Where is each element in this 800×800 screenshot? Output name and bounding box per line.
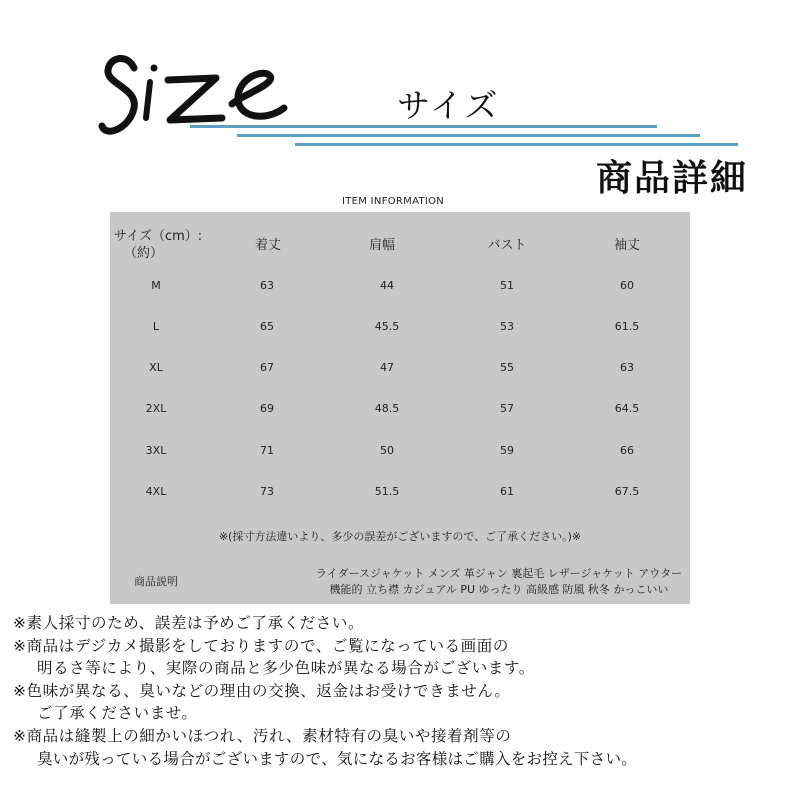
footnote-line: 臭いが残っている場合がございますので、気になるお客様はご購入をお控え下さい。: [37, 749, 638, 768]
column-header: 袖丈: [613, 238, 641, 253]
footnotes: [13, 612, 793, 770]
size-column-header: [114, 228, 202, 262]
table-cell: 66: [620, 444, 634, 457]
product-description: ライダースジャケット メンズ 革ジャン 裏起毛 レザージャケット アウター 機能的 立ち襟 カジュアル PU ゆったり 高級感 防風 秋冬 かっこいい: [315, 567, 683, 596]
size-logo-script: [98, 38, 298, 148]
table-cell: 64.5: [614, 402, 640, 415]
table-cell: 47: [380, 361, 394, 374]
table-cell: 65: [260, 320, 274, 333]
table-cell: 67: [260, 361, 274, 374]
table-cell: 73: [260, 485, 274, 498]
table-cell: 55: [500, 361, 514, 374]
description-label: 商品説明: [134, 575, 178, 588]
accent-line-3: [295, 143, 738, 146]
table-cell: 60: [620, 279, 634, 292]
footnote-line: ※商品はデジカメ撮影をしておりますので、ご覧になっている画面の: [13, 636, 509, 655]
table-cell: 45.5: [374, 320, 400, 333]
product-details-title: 商品詳細: [596, 158, 749, 199]
table-cell: 59: [500, 444, 514, 457]
size-label: 3XL: [145, 444, 167, 457]
column-header: 着丈: [254, 238, 282, 253]
size-label: XL: [149, 361, 163, 374]
table-cell: 51.5: [374, 485, 400, 498]
footnote-line: ※商品は縫製上の細かいほつれ、汚れ、素材特有の臭いや接着剤等の: [13, 726, 512, 745]
size-label: M: [151, 279, 161, 292]
footnote-line: ご了承くださいませ。: [37, 704, 198, 723]
table-cell: 50: [380, 444, 394, 457]
size-label: 2XL: [145, 402, 167, 415]
table-cell: 51: [500, 279, 514, 292]
size-table: [110, 212, 690, 604]
table-cell: 53: [500, 320, 514, 333]
table-cell: 67.5: [614, 485, 640, 498]
measurement-note: ※(採寸方法違いより、多少の誤差がございますので、ご了承ください。)※: [218, 530, 582, 543]
table-cell: 48.5: [374, 402, 400, 415]
footnote-line: 明るさ等により、実際の商品と多少色味が異なる場合がございます。: [37, 659, 535, 678]
footnote-line: ※色味が異なる、臭いなどの理由の交換、返金はお受けできません。: [13, 681, 511, 700]
size-label: L: [152, 320, 160, 333]
table-cell: 44: [380, 279, 394, 292]
table-cell: 61.5: [614, 320, 640, 333]
table-cell: 63: [620, 361, 634, 374]
size-label: 4XL: [145, 485, 167, 498]
item-information-label: ITEM INFORMATION: [342, 196, 445, 207]
size-logo: [98, 38, 298, 148]
approx-label: （約）: [124, 246, 164, 261]
table-cell: 57: [500, 402, 514, 415]
table-cell: 69: [260, 402, 274, 415]
size-heading: サイズ: [397, 86, 500, 125]
table-cell: 63: [260, 279, 274, 292]
column-header: 肩幅: [368, 238, 396, 253]
footnote-line: ※素人採寸のため、誤差は予めご了承ください。: [13, 614, 365, 632]
accent-line-2: [237, 134, 700, 137]
accent-line-1: [190, 125, 657, 128]
table-cell: 71: [260, 444, 274, 457]
table-cell: 61: [500, 485, 514, 498]
size-unit-label: サイズ（cm）:: [114, 229, 203, 244]
column-header: バスト: [487, 238, 527, 253]
